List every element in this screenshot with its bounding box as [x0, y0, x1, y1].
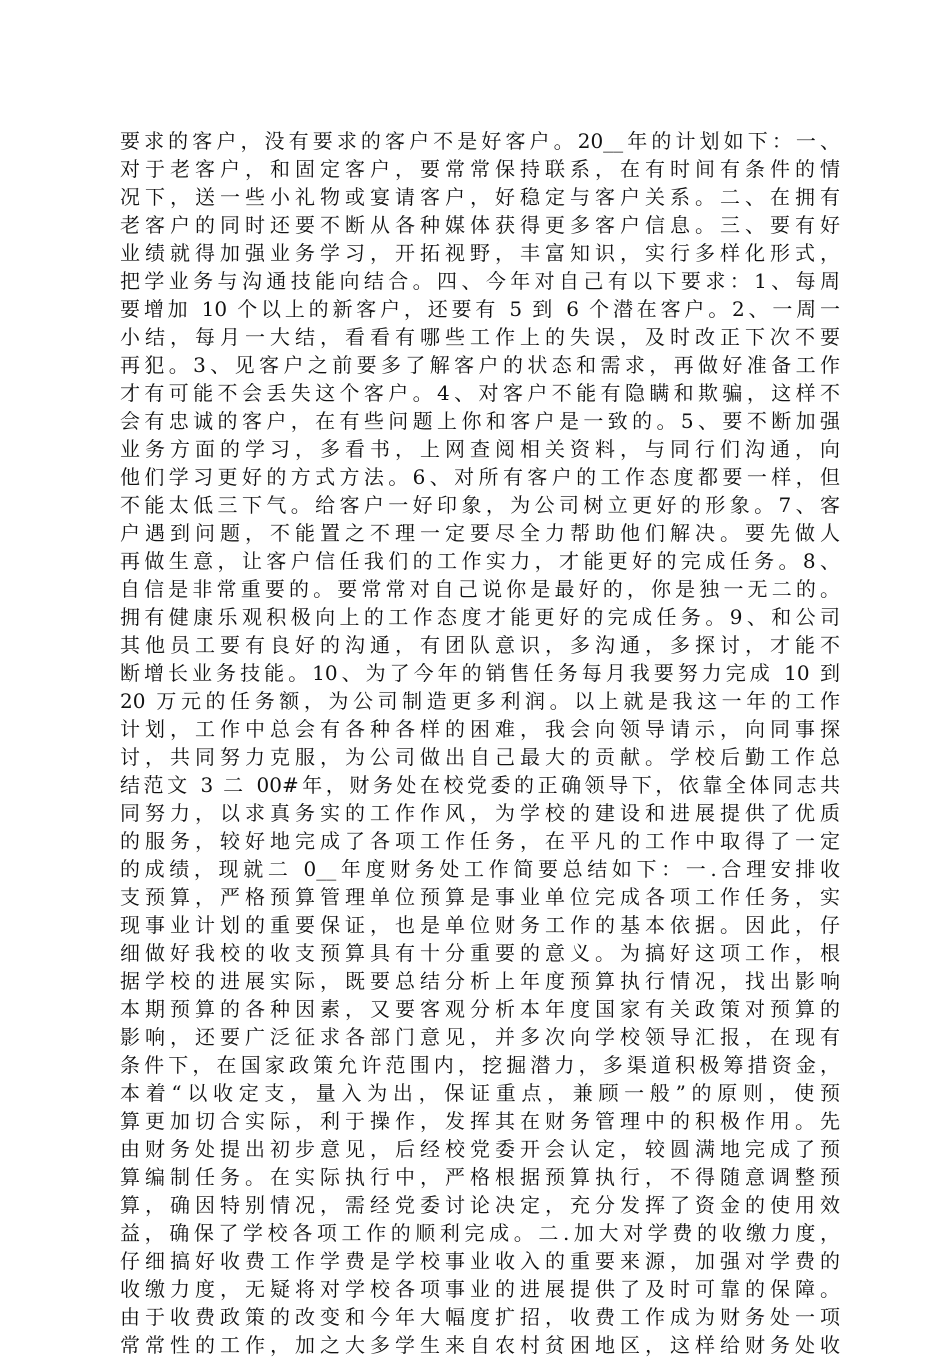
text-line: 计划，工作中总会有各种各样的困难，我会向领导请示，向同事探 [120, 717, 840, 741]
text-line: 条件下，在国家政策允许范围内，挖掘潜力，多渠道积极筹措资金， [120, 1053, 840, 1077]
text-line: 支预算，严格预算管理单位预算是事业单位完成各项工作任务，实 [120, 885, 840, 909]
text-line: 同努力，以求真务实的工作作风，为学校的建设和进展提供了优质 [120, 801, 840, 825]
text-line: 据学校的进展实际，既要总结分析上年度预算执行情况，找出影响 [120, 969, 840, 993]
text-line: 拥有健康乐观积极向上的工作态度才能更好的完成任务。9、和公司 [120, 605, 840, 629]
text-line: 结范文 3 二 00#年，财务处在校党委的正确领导下，依靠全体同志共 [120, 773, 840, 797]
text-line: 本着“以收定支，量入为出，保证重点，兼顾一般”的原则，使预 [120, 1081, 840, 1105]
text-line: 他们学习更好的方式方法。6、对所有客户的工作态度都要一样，但 [120, 465, 840, 489]
text-line: 影响，还要广泛征求各部门意见，并多次向学校领导汇报，在现有 [120, 1025, 840, 1049]
text-line: 细做好我校的收支预算具有十分重要的意义。为搞好这项工作，根 [120, 941, 840, 965]
text-line: 户遇到问题，不能置之不理一定要尽全力帮助他们解决。要先做人 [120, 521, 840, 545]
text-line: 常常性的工作，加之大多学生来自农村贫困地区，这样给财务处收 [120, 1333, 840, 1357]
text-line: 要求的客户，没有要求的客户不是好客户。20__年的计划如下：一、 [120, 129, 840, 153]
text-line: 讨，共同努力克服，为公司做出自己最大的贡献。学校后勤工作总 [120, 745, 840, 769]
text-line: 况下，送一些小礼物或宴请客户，好稳定与客户关系。二、在拥有 [120, 185, 840, 209]
text-line: 业绩就得加强业务学习，开拓视野，丰富知识，实行多样化形式， [120, 241, 840, 265]
text-line: 的成绩，现就二 0__年度财务处工作简要总结如下：一.合理安排收 [120, 857, 840, 881]
text-line: 算编制任务。在实际执行中，严格根据预算执行，不得随意调整预 [120, 1165, 840, 1189]
text-line: 老客户的同时还要不断从各种媒体获得更多客户信息。三、要有好 [120, 213, 840, 237]
text-line: 把学业务与沟通技能向结合。四、今年对自己有以下要求：1、每周 [120, 269, 840, 293]
text-line: 断增长业务技能。10、为了今年的销售任务每月我要努力完成 10 到 [120, 661, 840, 685]
text-line: 才有可能不会丢失这个客户。4、对客户不能有隐瞒和欺骗，这样不 [120, 381, 840, 405]
text-line: 仔细搞好收费工作学费是学校事业收入的重要来源，加强对学费的 [120, 1249, 840, 1273]
text-line: 再犯。3、见客户之前要多了解客户的状态和需求，再做好准备工作 [120, 353, 840, 377]
text-line: 小结，每月一大结，看看有哪些工作上的失误，及时改正下次不要 [120, 325, 840, 349]
text-line: 20 万元的任务额，为公司制造更多利润。以上就是我这一年的工作 [120, 689, 840, 713]
text-line: 算，确因特别情况，需经党委讨论决定，充分发挥了资金的使用效 [120, 1193, 840, 1217]
text-line: 收缴力度，无疑将对学校各项事业的进展提供了及时可靠的保障。 [120, 1277, 840, 1301]
text-line: 不能太低三下气。给客户一好印象，为公司树立更好的形象。7、客 [120, 493, 840, 517]
text-line: 其他员工要有良好的沟通，有团队意识，多沟通，多探讨，才能不 [120, 633, 840, 657]
text-line: 对于老客户，和固定客户，要常常保持联系，在有时间有条件的情 [120, 157, 840, 181]
text-line: 要增加 10 个以上的新客户，还要有 5 到 6 个潜在客户。2、一周一 [120, 297, 840, 321]
text-line: 算更加切合实际，利于操作，发挥其在财务管理中的积极作用。先 [120, 1109, 840, 1133]
text-line: 的服务，较好地完成了各项工作任务，在平凡的工作中取得了一定 [120, 829, 840, 853]
text-line: 由于收费政策的改变和今年大幅度扩招，收费工作成为财务处一项 [120, 1305, 840, 1329]
text-line: 再做生意，让客户信任我们的工作实力，才能更好的完成任务。8、 [120, 549, 840, 573]
text-line: 会有忠诚的客户，在有些问题上你和客户是一致的。5、要不断加强 [120, 409, 840, 433]
text-line: 业务方面的学习，多看书，上网查阅相关资料，与同行们沟通，向 [120, 437, 840, 461]
text-line: 自信是非常重要的。要常常对自己说你是最好的，你是独一无二的。 [120, 577, 840, 601]
text-line: 益，确保了学校各项工作的顺利完成。二.加大对学费的收缴力度， [120, 1221, 840, 1245]
text-line: 由财务处提出初步意见，后经校党委开会认定，较圆满地完成了预 [120, 1137, 840, 1161]
text-line: 现事业计划的重要保证，也是单位财务工作的基本依据。因此，仔 [120, 913, 840, 937]
body-text [120, 127, 840, 1359]
text-line: 本期预算的各种因素，又要客观分析本年度国家有关政策对预算的 [120, 997, 840, 1021]
